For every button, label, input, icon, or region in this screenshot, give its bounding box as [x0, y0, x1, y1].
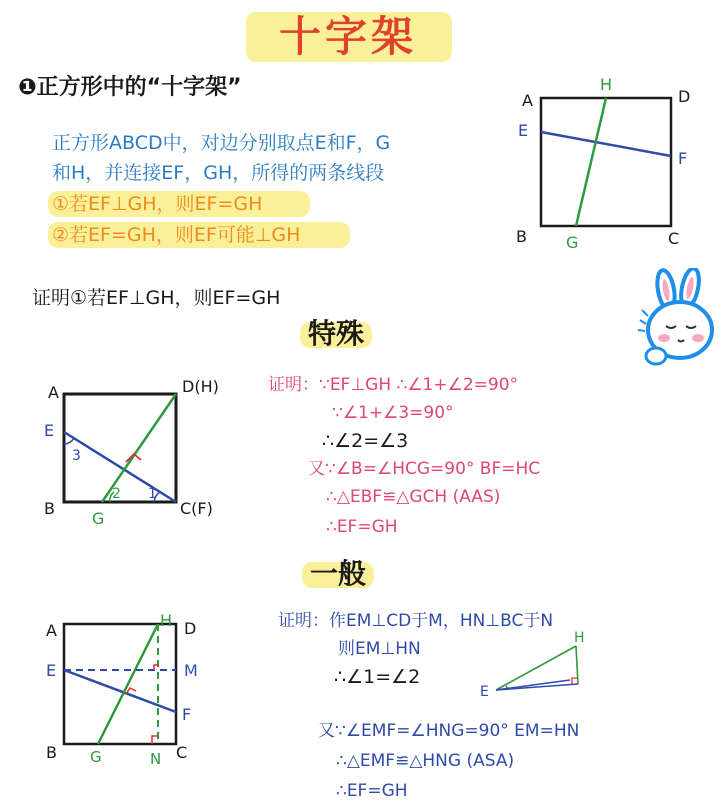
- label-e: E: [518, 121, 529, 140]
- label-c: C: [668, 229, 680, 248]
- section-title: 正方形中的“十字架”: [36, 75, 242, 100]
- label-a: A: [522, 91, 533, 110]
- special-proof-line-3: ∴∠2=∠3: [322, 430, 409, 452]
- intro-line-1: 正方形ABCD中，对边分别取点E和F，G: [52, 132, 391, 154]
- label-a-special: A: [48, 383, 59, 402]
- label-b-general: B: [46, 743, 57, 762]
- special-proof-line-6: ∴EF=GH: [326, 517, 398, 537]
- general-proof-line-3: ∴∠1=∠2: [334, 666, 421, 688]
- label-f: F: [678, 149, 688, 168]
- square-abcd: [541, 98, 671, 226]
- label-h: H: [600, 76, 613, 94]
- label-b-special: B: [44, 499, 55, 518]
- special-proof-line-2: ∵∠1+∠3=90°: [332, 403, 454, 423]
- special-proof-line-1: 证明：∵EF⊥GH ∴∠1+∠2=90°: [268, 375, 519, 395]
- label-e-special: E: [44, 421, 55, 440]
- label-dh-special: D(H): [182, 378, 219, 396]
- label-m-general: M: [184, 661, 198, 680]
- figure-square-top: [508, 76, 708, 256]
- label-d-general: D: [184, 619, 197, 638]
- general-proof-line-1: 证明：作EM⊥CD于M，HN⊥BC于N: [278, 611, 554, 631]
- special-proof-line-5: ∴△EBF≌△GCH (AAS): [326, 487, 501, 507]
- label-g-special: G: [92, 509, 105, 528]
- intro-item-1: ①若EF⊥GH，则EF=GH: [52, 193, 263, 215]
- proof-intro: 证明①若EF⊥GH，则EF=GH: [32, 287, 281, 309]
- page-title: 十字架: [278, 12, 417, 61]
- angle-2-label: 2: [112, 486, 121, 502]
- segment-ef-general: [64, 670, 176, 712]
- square-general: [64, 624, 176, 744]
- label-e-triangle: E: [480, 684, 489, 700]
- general-proof-line-5: ∴△EMF≌△HNG (ASA): [336, 751, 515, 771]
- section-heading: [18, 70, 242, 101]
- figure-square-general: [38, 612, 238, 772]
- label-g-general: G: [90, 748, 102, 766]
- general-proof-line-4: 又∵∠EMF=∠HNG=90° EM=HN: [318, 721, 580, 741]
- label-cf-special: C(F): [180, 499, 213, 518]
- angle-3-label: 3: [72, 448, 81, 464]
- label-h-triangle: H: [574, 630, 585, 646]
- segment-ef: [541, 132, 671, 156]
- angle-1-label: 1: [148, 486, 157, 502]
- segment-gh-general: [98, 624, 158, 744]
- figure-square-special: [38, 378, 238, 528]
- special-proof-line-4: 又∵∠B=∠HCG=90° BF=HC: [308, 459, 541, 479]
- bunny-sticker-icon: [636, 268, 722, 372]
- label-g: G: [566, 233, 579, 252]
- special-heading: 特殊: [307, 317, 364, 350]
- section-number: ❶: [18, 75, 37, 100]
- intro-item-2: ②若EF=GH，则EF可能⊥GH: [52, 224, 301, 246]
- segment-gh: [576, 98, 606, 226]
- label-a-general: A: [46, 621, 57, 640]
- label-d: D: [678, 87, 691, 106]
- figure-triangle-general: [474, 628, 594, 706]
- label-h-general: H: [160, 612, 173, 630]
- intro-line-2: 和H，并连接EF，GH，所得的两条线段: [52, 162, 385, 184]
- general-proof-line-2: 则EM⊥HN: [338, 639, 421, 659]
- label-f-general: F: [182, 705, 192, 724]
- label-n-general: N: [150, 750, 162, 768]
- label-b: B: [516, 227, 527, 246]
- general-heading: 一般: [309, 557, 366, 590]
- label-c-general: C: [176, 743, 188, 762]
- general-proof-line-6: ∴EF=GH: [336, 781, 408, 801]
- label-e-general: E: [46, 661, 57, 680]
